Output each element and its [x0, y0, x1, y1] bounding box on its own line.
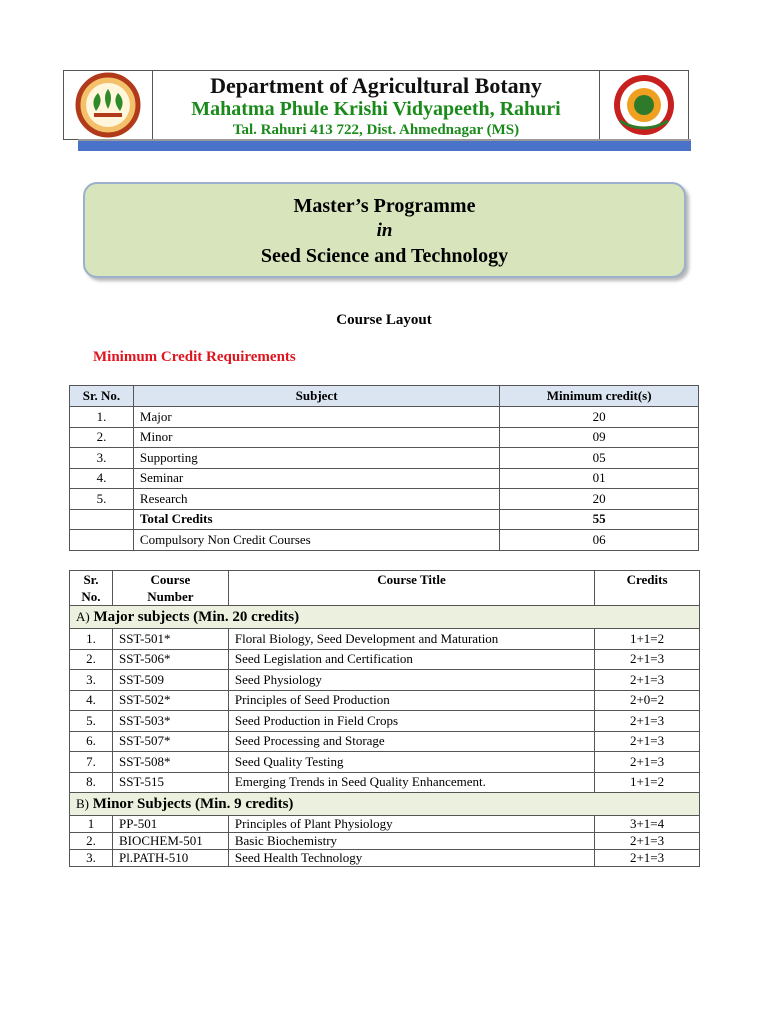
course-title: Seed Production in Field Crops — [228, 711, 594, 732]
credits: 01 — [500, 468, 699, 489]
table-row — [70, 711, 700, 732]
sr-no: 1. — [70, 629, 113, 650]
header-course-title: Course Title — [228, 571, 594, 606]
table-row — [70, 752, 700, 773]
course-number: Pl.PATH-510 — [112, 850, 228, 867]
section-letter: B) — [76, 795, 89, 811]
credits: 3+1=4 — [595, 816, 700, 833]
course-number: SST-506* — [112, 649, 228, 670]
course-title: Seed Physiology — [228, 670, 594, 691]
table-row — [70, 407, 699, 428]
course-title: Principles of Seed Production — [228, 690, 594, 711]
minimum-credit-table — [69, 385, 699, 551]
university-logo — [64, 71, 153, 139]
credits: 55 — [500, 509, 699, 530]
credits: 1+1=2 — [595, 772, 700, 793]
section-label: Minor Subjects (Min. 9 credits) — [92, 795, 294, 812]
section-title — [70, 606, 700, 629]
sr-no: 6. — [70, 731, 113, 752]
credits: 1+1=2 — [595, 629, 700, 650]
course-number: SST-509 — [112, 670, 228, 691]
table-row — [70, 670, 700, 691]
minimum-credit-heading: Minimum Credit Requirements — [93, 349, 296, 365]
course-title: Basic Biochemistry — [228, 833, 594, 850]
table-header-row — [70, 571, 700, 606]
course-number: SST-507* — [112, 731, 228, 752]
table-row — [70, 629, 700, 650]
course-number: SST-515 — [112, 772, 228, 793]
header-sr-no: Sr. No. — [70, 386, 134, 407]
credits: 2+0=2 — [595, 690, 700, 711]
table-row — [70, 816, 700, 833]
header-subject: Subject — [133, 386, 499, 407]
course-title: Seed Quality Testing — [228, 752, 594, 773]
course-number: BIOCHEM-501 — [112, 833, 228, 850]
section-header-minor — [70, 793, 700, 816]
course-title: Floral Biology, Seed Development and Maturation — [228, 629, 594, 650]
course-title: Principles of Plant Physiology — [228, 816, 594, 833]
sr-no: 4. — [70, 690, 113, 711]
course-number: SST-501* — [112, 629, 228, 650]
credits: 20 — [500, 407, 699, 428]
table-row — [70, 731, 700, 752]
courses-table — [69, 570, 700, 867]
table-row — [70, 833, 700, 850]
university-address: Tal. Rahuri 413 722, Dist. Ahmednagar (MS) — [232, 122, 520, 138]
course-title: Seed Health Technology — [228, 850, 594, 867]
course-title: Seed Processing and Storage — [228, 731, 594, 752]
university-name: Mahatma Phule Krishi Vidyapeeth, Rahuri — [191, 98, 561, 120]
sr-no: 1 — [70, 816, 113, 833]
table-row — [70, 649, 700, 670]
header-credits: Credits — [595, 571, 700, 606]
credits: 20 — [500, 489, 699, 510]
course-number: SST-508* — [112, 752, 228, 773]
sr-no: 5. — [70, 711, 113, 732]
letterhead — [63, 70, 689, 140]
course-layout-heading: Course Layout — [336, 312, 432, 328]
course-title: Seed Legislation and Certification — [228, 649, 594, 670]
header-min-credits: Minimum credit(s) — [500, 386, 699, 407]
course-number: SST-502* — [112, 690, 228, 711]
credits: 2+1=3 — [595, 711, 700, 732]
subject: Compulsory Non Credit Courses — [133, 530, 499, 551]
table-row — [70, 468, 699, 489]
sr-no: 3. — [70, 448, 134, 469]
sr-no: 8. — [70, 772, 113, 793]
subject: Research — [133, 489, 499, 510]
sr-no: 3. — [70, 670, 113, 691]
header-sr-no: Sr. No. — [70, 571, 113, 606]
subject: Minor — [133, 427, 499, 448]
credits: 2+1=3 — [595, 670, 700, 691]
sr-no: 2. — [70, 833, 113, 850]
sr-no: 5. — [70, 489, 134, 510]
programme-in: in — [376, 220, 393, 241]
table-row — [70, 427, 699, 448]
credits: 2+1=3 — [595, 649, 700, 670]
credits: 2+1=3 — [595, 752, 700, 773]
course-number: PP-501 — [112, 816, 228, 833]
table-row — [70, 772, 700, 793]
section-letter: A) — [76, 608, 90, 624]
credits: 2+1=3 — [595, 833, 700, 850]
sr-no: 1. — [70, 407, 134, 428]
sr-no: 3. — [70, 850, 113, 867]
course-number: SST-503* — [112, 711, 228, 732]
credits: 05 — [500, 448, 699, 469]
sr-no: 2. — [70, 649, 113, 670]
header-course-number: Course Number — [112, 571, 228, 606]
programme-title: Master’s Programme — [293, 195, 476, 217]
programme-subject: Seed Science and Technology — [260, 245, 509, 267]
header-blue-bar — [78, 141, 691, 151]
sr-no — [70, 509, 134, 530]
table-row — [70, 850, 700, 867]
subject: Supporting — [133, 448, 499, 469]
total-row — [70, 509, 699, 530]
table-row — [70, 690, 700, 711]
institute-emblem — [599, 71, 688, 139]
subject: Major — [133, 407, 499, 428]
subject: Total Credits — [133, 509, 499, 530]
table-header-row — [70, 386, 699, 407]
department-title: Department of Agricultural Botany — [210, 73, 542, 98]
sr-no: 4. — [70, 468, 134, 489]
credits: 06 — [500, 530, 699, 551]
credits: 2+1=3 — [595, 731, 700, 752]
table-row — [70, 489, 699, 510]
section-header-major — [70, 606, 700, 629]
table-row — [70, 448, 699, 469]
sr-no — [70, 530, 134, 551]
sr-no: 7. — [70, 752, 113, 773]
subject: Seminar — [133, 468, 499, 489]
credits: 09 — [500, 427, 699, 448]
section-title — [70, 793, 700, 816]
sr-no: 2. — [70, 427, 134, 448]
table-row — [70, 530, 699, 551]
credits: 2+1=3 — [595, 850, 700, 867]
course-title: Emerging Trends in Seed Quality Enhancement. — [228, 772, 594, 793]
section-label: Major subjects (Min. 20 credits) — [93, 608, 300, 625]
programme-box — [83, 182, 686, 278]
